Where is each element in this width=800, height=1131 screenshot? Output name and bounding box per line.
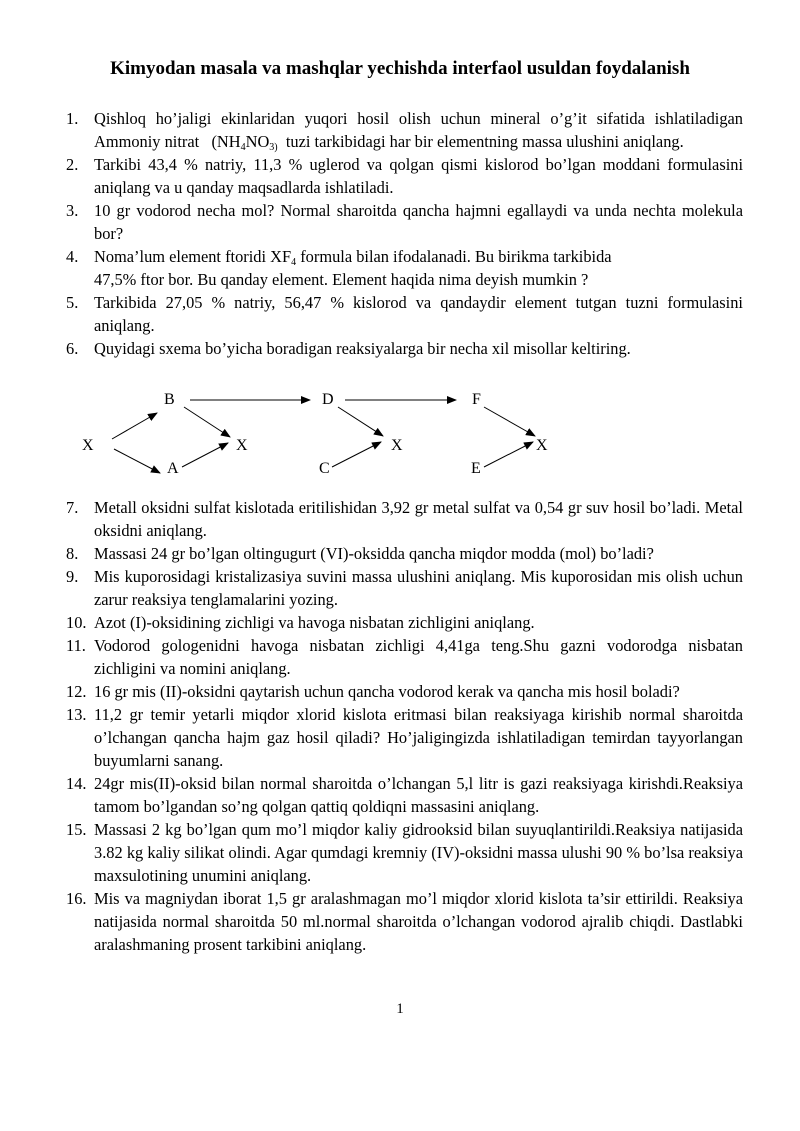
item-number: 12. [66, 682, 87, 701]
item-number: 7. [66, 498, 79, 517]
item-text: Mis kuporosidagi kristalizasiya suvini massa ulushini aniqlang. Mis kuporosidan mis olish uchun zarur reaksiya tenglamalarini yozing. [94, 567, 743, 609]
scheme-label-x-start: X [82, 437, 94, 454]
item-text: Azot (I)-oksidining zichligi va havoga nisbatan zichligini aniqlang. [94, 613, 535, 632]
arrow-x-to-b [112, 413, 157, 439]
item-text: Vodorod gologenidni havoga nisbatan zichligi 4,41ga teng.Shu gazni vodorodga nisbatan zichligini va nomini aniqlang. [94, 636, 743, 678]
item-text-line2: 47,5% ftor bor. Bu qanday element. Element haqida nima deyish mumkin ? [94, 270, 589, 289]
list-item [66, 496, 743, 542]
list-item [66, 199, 743, 245]
item-number: 14. [66, 774, 87, 793]
scheme-label-d: D [322, 391, 334, 408]
list-item [66, 772, 743, 818]
list-item [66, 245, 743, 291]
item-text: Quyidagi sxema bo’yicha boradigan reaksiyalarga bir necha xil misollar keltiring. [94, 339, 631, 358]
item-text: 16 gr mis (II)-oksidni qaytarish uchun qancha vodorod kerak va qancha mis hosil boladi? [94, 682, 680, 701]
document-title: Kimyodan masala va mashqlar yechishda interfaol usuldan foydalanish [110, 58, 690, 79]
arrow-a-to-x1 [182, 443, 228, 467]
list-item [66, 291, 743, 337]
item-number: 6. [66, 339, 79, 358]
scheme-label-a: A [167, 460, 179, 477]
arrow-e-to-xend [484, 442, 533, 467]
item-text: Qishloq ho’jaligi ekinlaridan yuqori hosil olish uchun mineral o’g’it sifatida ishlatiladigan Ammoniy nitrat [94, 109, 743, 151]
item-text: Tarkibida 27,05 % natriy, 56,47 % kislorod va qandaydir element tutgan tuzni formulasini aniqlang. [94, 293, 743, 335]
scheme-label-e: E [471, 460, 481, 477]
arrow-c-to-x2 [332, 442, 381, 467]
list-item [66, 680, 743, 703]
formula: ($NH_4NO_{3)}$ [211, 132, 278, 153]
item-text: Tarkibi 43,4 % natriy, 11,3 % uglerod va qolgan qismi kislorod bo’lgan moddani formulasini aniqlang va u qanday maqsadlarda ishlatiladi. [94, 155, 743, 197]
list-item [66, 611, 743, 634]
list-item [66, 542, 743, 565]
item-text: Massasi 2 kg bo’lgan qum mo’l miqdor kaliy gidrooksid bilan suyuqlantirildi.Reaksiya natijasida 3.82 kg kaliy silikat olindi. Agar qumdagi kremniy (IV)-oksidni massa ulushi 90 % bo’lsa reaksiya maxsulotining unumini aniqlang. [94, 820, 743, 885]
scheme-label-x-1: X [236, 437, 248, 454]
item-number: 10. [66, 613, 87, 632]
item-number: 9. [66, 567, 79, 586]
scheme-label-b: B [164, 391, 175, 408]
list-item [66, 107, 743, 153]
item-number: 5. [66, 293, 79, 312]
item-number: 8. [66, 544, 79, 563]
item-text: Metall oksidni sulfat kislotada eritilishidan 3,92 gr metal sulfat va 0,54 gr suv hosil bo’ladi. Metal oksidni aniqlang. [94, 498, 743, 540]
list-item [66, 703, 743, 772]
item-number: 1. [66, 109, 79, 128]
item-text-after: tuzi tarkibidagi har bir elementning massa ulushini aniqlang. [285, 132, 684, 151]
item-text: 10 gr vodorod necha mol? Normal sharoitda qancha hajmni egallaydi va unda nechta molekula bor? [94, 201, 743, 243]
item-text: Noma’lum element ftoridi $XF_4$ formula bilan ifodalanadi. Bu birikma tarkibida [94, 247, 612, 268]
item-text: 11,2 gr temir yetarli miqdor xlorid kislota eritmasi bilan reaksiyaga kirishib normal sharoitda o’lchangan qancha hajm gaz hosil qiladi? Ho’jaligingizda ishlatiladigan temirdan tayyorlangan buyumlarni sanang. [94, 705, 743, 770]
scheme-label-x-2: X [391, 437, 403, 454]
list-item [66, 565, 743, 611]
arrow-f-to-xend [484, 407, 535, 436]
list-item [66, 887, 743, 956]
item-number: 16. [66, 889, 87, 908]
list-item [66, 634, 743, 680]
scheme-label-c: C [319, 460, 330, 477]
list-item [66, 818, 743, 887]
item-text: 24gr mis(II)-oksid bilan normal sharoitda o’lchangan 5,l litr is gazi reaksiyaga kirishdi.Reaksiya tamom bo’lgandan so’ng qolgan qattiq qoldiqni massasini aniqlang. [94, 774, 743, 816]
item-text: Massasi 24 gr bo’lgan oltingugurt (VI)-oksidda qancha miqdor modda (mol) bo’ladi? [94, 544, 654, 563]
list-item [66, 337, 743, 360]
scheme-label-x-end: X [536, 437, 548, 454]
item-number: 3. [66, 201, 79, 220]
reaction-scheme-svg [0, 360, 800, 496]
problem-list [66, 107, 743, 956]
arrow-x-to-a [114, 449, 160, 473]
item-number: 4. [66, 247, 79, 266]
reaction-scheme [66, 360, 743, 496]
item-number: 2. [66, 155, 79, 174]
scheme-label-f: F [472, 391, 481, 408]
item-number: 15. [66, 820, 87, 839]
item-number: 11. [66, 636, 86, 655]
item-number: 13. [66, 705, 87, 724]
list-item [66, 153, 743, 199]
page-number: 1 [396, 1001, 404, 1017]
item-text: Mis va magniydan iborat 1,5 gr aralashmagan mo’l miqdor xlorid kislota ta’sir ettirildi. Reaksiya natijasida normal sharoitda 50 ml.normal sharoitda o’lchangan vodorod ajralib chiqdi. Dastlabki aralashmaning prosent tarkibini aniqlang. [94, 889, 743, 954]
arrow-b-to-x1 [184, 407, 230, 437]
arrow-d-to-x2 [338, 407, 383, 436]
